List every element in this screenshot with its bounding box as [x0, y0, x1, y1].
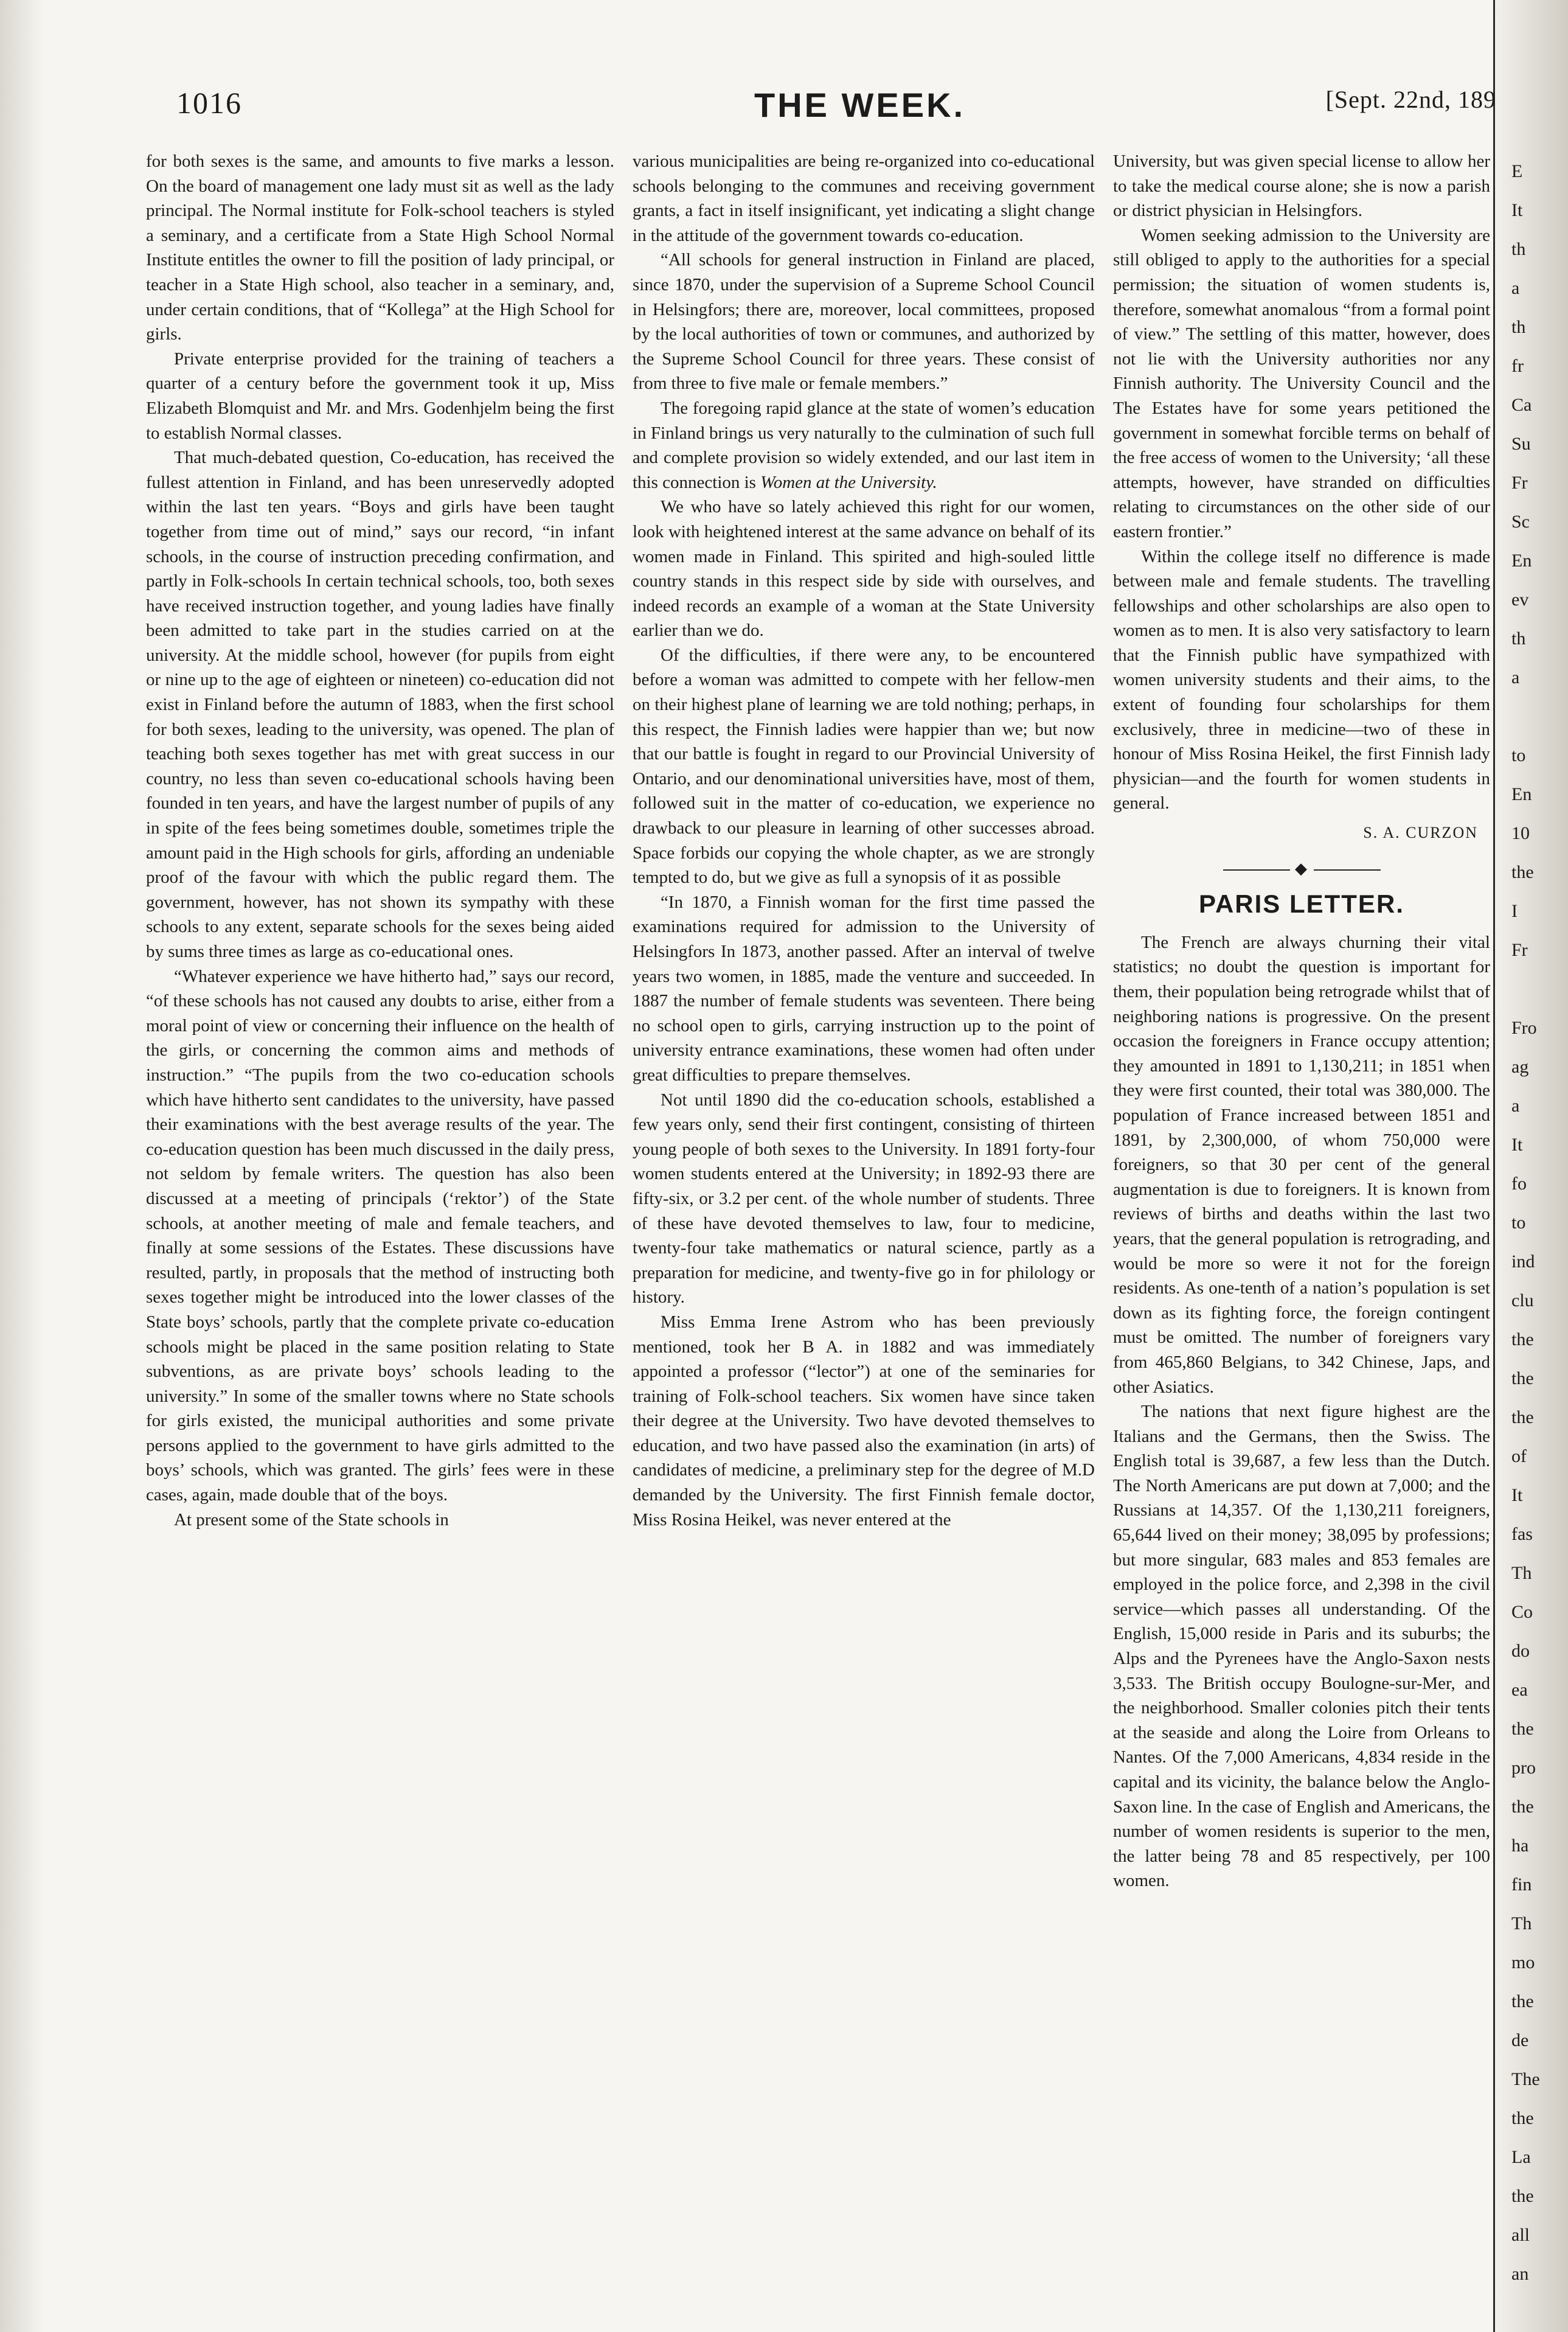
margin-fragment: Th: [1511, 1913, 1532, 1933]
margin-fragment: En: [1511, 551, 1532, 571]
margin-fragment: Fro: [1511, 1018, 1537, 1038]
margin-fragment: the: [1511, 1368, 1534, 1388]
margin-fragment: the: [1511, 1991, 1534, 2011]
margin-fragment: fin: [1511, 1874, 1532, 1895]
section-divider: ◆: [1113, 857, 1490, 882]
journal-title: THE WEEK.: [754, 86, 966, 124]
margin-fragment: ha: [1511, 1836, 1529, 1856]
margin-fragment: fo: [1511, 1174, 1527, 1194]
paragraph: for both sexes is the same, and amounts to five marks a lesson. On the board of management one lady must sit as well as the lady principal. The Normal institute for Folk-school teachers is styled a seminary, and a certificate from a State High School Normal Institute entitles the owner to fill the position of lady principal, or teacher in a State High school, also teacher in a seminary, and, under certain conditions, that of “Kollega” at the High School for girls.: [146, 151, 614, 344]
margin-fragment: [1511, 697, 1554, 736]
italic-phrase: Women at the University.: [760, 472, 937, 492]
section-heading: PARIS LETTER.: [1199, 889, 1404, 919]
paragraph: Miss Emma Irene Astrom who has been previously mentioned, took her B A. in 1882 and was immediately appointed a professor (“lector”) at one of the seminaries for training of Folk-school teachers. Six women have since taken their degree at the University. Two have devoted themselves to education, and two have passed also the examination (in arts) of candidates of medicine, a preliminary step for the degree of M.D demanded by the University. The first Finnish female doctor, Miss Rosina Heikel, was never entered at the: [633, 1312, 1095, 1530]
margin-fragment: the: [1511, 2108, 1534, 2128]
column-3: [1113, 149, 1490, 1893]
paragraph: “Whatever experience we have hitherto had,” says our record, “of these schools has not caused any doubts to arise, either from a moral point of view or concerning their influence on the health of the girls, or concerning the common aims and methods of instruction.” “The pupils from the two co-education schools which have hitherto sent candidates to the university, have passed their examinations with the best average results of the year. The co-education question has been much discussed in the daily press, not seldom by female writers. The question has also been discussed at a meeting of principals (‘rektor’) of the State schools, at another meeting of male and female teachers, and finally at some sessions of the Estates. These discussions have resulted, partly, in proposals that the method of instructing both sexes together might be introduced into the lower classes of the State boys’ schools, partly that the complete private co-education schools might be placed in the same position relating to State subventions, as are private boys’ schools leading to the university.” In some of the smaller towns where no State schools for girls existed, the municipal authorities and some private persons applied to the government to have girls admitted to the boys’ schools, which was granted. The girls’ fees were in these cases, again, made double that of the boys.: [146, 966, 614, 1505]
margin-fragment: Fr: [1511, 473, 1528, 493]
margin-fragment: The: [1511, 2069, 1540, 2089]
margin-fragment: an: [1511, 2264, 1529, 2282]
margin-fragment: Ca: [1511, 395, 1532, 415]
issue-date: [Sept. 22nd, 189: [1325, 86, 1496, 113]
margin-fragment: fas: [1511, 1524, 1533, 1544]
margin-fragment: the: [1511, 1329, 1534, 1349]
margin-fragment: a: [1511, 1096, 1520, 1116]
paragraph: “All schools for general instruction in Finland are placed, since 1870, under the supervision of a Supreme School Council in Helsingfors; there are, moreover, local committees, proposed by the local authorities of town or communes, and authorized by the Supreme School Council for three years. These consist of from three to five male or female members.”: [633, 250, 1095, 394]
margin-fragment: ea: [1511, 1680, 1528, 1700]
margin-fragment: all: [1511, 2225, 1530, 2245]
paragraph: Not until 1890 did the co-education schools, established a few years only, send their first contingent, consisting of thirteen young people of both sexes to the University. In 1891 forty-four women students entered at the University; in 1892-93 there are fifty-six, or 3.2 per cent. of the whole number of students. Three of these have devoted themselves to law, four to medicine, twenty-four take mathematics or natural science, partly as a preparation for medicine, and twenty-five go in for philology or history.: [633, 1090, 1095, 1307]
margin-fragment: th: [1511, 317, 1526, 337]
margin-fragment: pro: [1511, 1758, 1536, 1778]
paragraph: University, but was given special license to allow her to take the medical course alone; she is now a parish or district physician in Helsingfors.: [1113, 151, 1490, 221]
margin-fragment: It: [1511, 200, 1523, 220]
margin-fragment: mo: [1511, 1952, 1535, 1972]
paragraph: Of the difficulties, if there were any, to be encountered before a woman was admitted to compete with her fellow-men on their highest plane of learning we are told nothing; perhaps, in this respect, the Finnish ladies were happier than we; but now that our battle is fought in regard to our Provincial University of Ontario, and our denominational universities have, most of them, followed suit in the matter of co-education, we experience no drawback to our pleasure in learning of other successes abroad. Space forbids our copying the whole chapter, as we are strongly tempted to do, but we give as full a synopsis of it as possible: [633, 645, 1095, 888]
margin-fragment: th: [1511, 628, 1526, 649]
paragraph: We who have so lately achieved this right for our women, look with heightened interest at the same advance on behalf of its women made in Finland. This spirited and high-souled little country stands in this respect side by side with ourselves, and indeed records an example of a woman at the State University earlier than we do.: [633, 497, 1095, 641]
left-gutter-shadow: [0, 0, 43, 2332]
margin-fragment: Fr: [1511, 940, 1528, 960]
page-number: 1016: [176, 86, 242, 120]
margin-fragment: Th: [1511, 1563, 1532, 1583]
margin-fragment: clu: [1511, 1290, 1534, 1310]
margin-fragment: En: [1511, 784, 1532, 804]
paragraph: Private enterprise provided for the training of teachers a quarter of a century before the government took it up, Miss Elizabeth Blomquist and Mr. and Mrs. Godenhjelm being the first to establish Normal classes.: [146, 349, 614, 443]
paragraph: At present some of the State schools in: [174, 1509, 449, 1530]
margin-fragment: th: [1511, 239, 1526, 259]
margin-fragment: fr: [1511, 356, 1524, 376]
adjacent-page-fragments: [1511, 152, 1554, 2282]
margin-fragment: de: [1511, 2030, 1529, 2050]
author-signature: S. A. CURZON: [1363, 824, 1478, 842]
margin-fragment: to: [1511, 745, 1526, 765]
paragraph: That much-debated question, Co-education, has received the fullest attention in Finland, and has been unreservedly adopted within the last ten years. “Boys and girls have been taught together from time out of mind,” says our record, “in infant schools, in the course of instruction preceding confirmation, and partly in Folk-schools In certain technical schools, too, both sexes have received instruction together, and young ladies have finally been admitted to take part in the studies carried on at the university. At the middle school, however (for pupils from eight or nine up to the age of eighteen or nineteen) co-education did not exist in Finland before the autumn of 1883, when the first school for both sexes, leading to the university, was opened. The plan of teaching both sexes together has met with great success in our country, no less than seven co-educational schools having been founded in ten years, and have the largest number of pupils of any in spite of the fees being sometimes double, sometimes triple the amount paid in the High schools for girls, affording an undeniable proof of the favour with which the public regard them. The government, however, has not shown its sympathy with these schools to any extent, separate schools for the sexes being aided by sums three times as large as co-educational ones.: [146, 448, 614, 961]
column-2: [633, 149, 1095, 1532]
paragraph: The French are always churning their vital statistics; no doubt the question is important for them, their population being retrograde whilst that of neighboring nations is progressive. On the present occasion the foreigners in France occupy attention; they amounted in 1891 to 1,130,211; in 1851 when they were first counted, their total was 380,000. The population of France increased between 1851 and 1891, by 2,300,000, of whom 750,000 were foreigners, so that 30 per cent of the general augmentation is due to foreigners. It is known from reviews of births and deaths within the last two years, that the general population is retrograding, and would be more so were it not for the foreign residents. As one-tenth of a nation’s population is set down as its fighting force, the foreign contingent must be omitted. The number of foreigners vary from 465,860 Belgians, to 342 Chinese, Japs, and other Asiatics.: [1113, 932, 1490, 1397]
margin-fragment: the: [1511, 1719, 1534, 1739]
margin-fragment: Co: [1511, 1602, 1533, 1622]
page-header: [176, 85, 1496, 128]
margin-fragment: to: [1511, 1213, 1526, 1233]
margin-fragment: the: [1511, 2186, 1534, 2206]
margin-fragment: [1511, 970, 1554, 1009]
margin-fragment: I: [1511, 901, 1518, 921]
margin-fragment: It: [1511, 1135, 1523, 1155]
margin-fragment: ind: [1511, 1251, 1535, 1272]
margin-fragment: the: [1511, 1797, 1534, 1817]
margin-fragment: E: [1511, 161, 1523, 181]
paragraph: Women seeking admission to the University are still obliged to apply to the authorities for a special permission; the situation of women students is, therefore, somewhat anomalous “from a formal point of view.” The settling of this matter, however, does not lie with the University authorities nor any Finnish authority. The University Council and the The Estates have for some years petitioned the government in somewhat forcible terms on behalf of the free access of women to the University; ‘all these attempts, however, have stranded on difficulties relating to circumstances on the other side of our eastern frontier.”: [1113, 225, 1490, 541]
paragraph: various municipalities are being re-organized into co-educational schools belonging to the communes and receiving government grants, a fact in itself insignificant, yet indicating a slight change in the attitude of the government towards co-education.: [633, 151, 1095, 245]
margin-fragment: Su: [1511, 434, 1531, 454]
paragraph: The nations that next figure highest are the Italians and the Germans, then the Swiss. The English total is 39,687, a few less than the Dutch. The North Americans are put down at 7,000; and the Russians at 14,357. Of the 1,130,211 foreigners, 65,644 lived on their money; 38,095 by professions; but more singular, 683 males and 853 females are employed in the police force, and 2,398 in the civil service—which passes all understanding. Of the English, 15,000 reside in Paris and its suburbs; the Alps and the Pyrenees have the Anglo-Saxon nests 3,533. The British occupy Boulogne-sur-Mer, and the neighborhood. Smaller colonies pitch their tents at the seaside and along the Loire from Orleans to Nantes. Of the 7,000 Americans, 4,834 reside in the capital and its vicinity, the balance below the Anglo-Saxon line. In the case of English and Americans, the number of women residents is superior to the men, the latter being 78 and 85 respectively, per 100 women.: [1113, 1402, 1490, 1891]
margin-fragment: ag: [1511, 1057, 1529, 1077]
margin-fragment: do: [1511, 1641, 1530, 1661]
margin-fragment: It: [1511, 1485, 1523, 1505]
margin-fragment: a: [1511, 667, 1520, 687]
paragraph: The foregoing rapid glance at the state of women’s education in Finland brings us very naturally to the culmination of such full and complete provision so widely extended, and our last item in this connection is Women at the University.: [633, 398, 1095, 492]
margin-fragment: the: [1511, 1407, 1534, 1427]
margin-fragment: Sc: [1511, 512, 1530, 532]
margin-fragment: 10: [1511, 823, 1530, 843]
column-1: [146, 149, 614, 1532]
margin-fragment: the: [1511, 862, 1534, 882]
paragraph: “In 1870, a Finnish woman for the first time passed the examinations required for admission to the University of Helsingfors In 1873, another passed. After an interval of twelve years two women, in 1885, made the venture and succeeded. In 1887 the number of female students was seventeen. There being no school open to girls, carrying instruction up to the point of university entrance examinations, these women had often under great difficulties to prepare themselves.: [633, 892, 1095, 1085]
margin-fragment: of: [1511, 1446, 1527, 1466]
margin-fragment: La: [1511, 2147, 1531, 2167]
margin-fragment: ev: [1511, 590, 1529, 610]
paragraph: Within the college itself no difference is made between male and female students. The travelling fellowships and other scholarships are also open to women as to men. It is also very satisfactory to learn that the Finnish public have sympathized with women university students and their aims, to the extent of founding four scholarships for them exclusively, three in medicine—two of these in honour of Miss Rosina Heikel, the first Finnish lady physician—and the fourth for women students in general.: [1113, 546, 1490, 813]
margin-fragment: a: [1511, 278, 1520, 298]
